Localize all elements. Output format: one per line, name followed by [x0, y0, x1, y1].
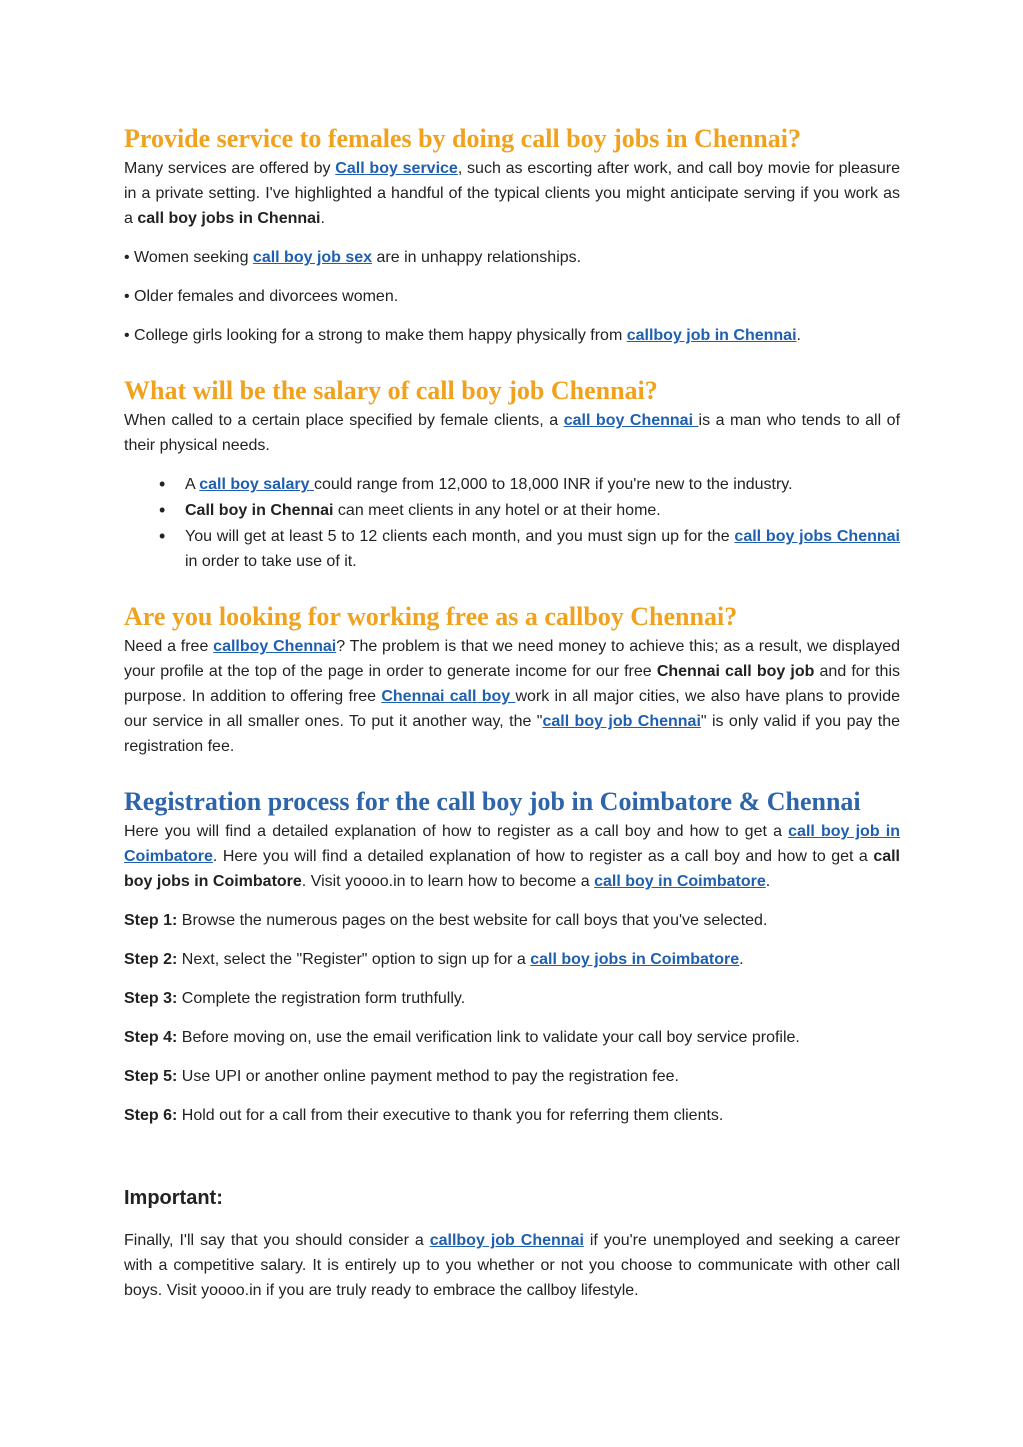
step-1: [124, 908, 900, 933]
bullet-item: [124, 245, 900, 270]
section-heading-important: Important:: [124, 1187, 223, 1209]
text: Here you will find a detailed explanation of how to register as a call boy and how to get a: [124, 823, 789, 840]
step-label: Step 2:: [124, 951, 178, 968]
text: is a man who tends to all of their physical needs.: [124, 412, 901, 454]
step-4: [124, 1025, 900, 1050]
section-heading-services: Provide service to females by doing call boy jobs in Chennai?: [124, 124, 801, 153]
text: You will get at least 5 to 12 clients each month, and you must sign up for the: [185, 528, 735, 545]
paragraph-registration: [124, 819, 900, 894]
link-call-boy-jobs-chennai[interactable]: call boy jobs Chennai: [734, 528, 900, 545]
step-3: [124, 986, 900, 1011]
bold-text: call boy jobs in Chennai: [137, 210, 321, 227]
bold-text: Chennai call boy job: [656, 663, 815, 680]
text: in order to take use of it.: [185, 553, 357, 570]
link-call-boy-salary[interactable]: call boy salary: [199, 476, 314, 493]
section-heading-free-work: Are you looking for working free as a callboy Chennai?: [124, 602, 738, 631]
section-heading-salary: What will be the salary of call boy job Chennai?: [124, 376, 658, 405]
text: " is only valid if you pay the registration fee.: [124, 713, 901, 755]
link-callboy-job-in-chennai[interactable]: callboy job in Chennai: [626, 327, 797, 344]
step-label: Step 1:: [124, 912, 178, 929]
step-label: Step 4:: [124, 1029, 178, 1046]
text: can meet clients in any hotel or at their home.: [333, 502, 661, 519]
text: Next, select the "Register" option to sign up for a: [177, 951, 531, 968]
link-chennai-call-boy[interactable]: Chennai call boy: [381, 688, 516, 705]
text: Hold out for a call from their executive to thank you for referring them clients.: [177, 1107, 724, 1124]
text: .: [765, 873, 771, 890]
bold-text: call boy jobs in Coimbatore: [124, 848, 900, 890]
section-heading-registration: Registration process for the call boy job in Coimbatore & Chennai: [124, 787, 861, 816]
paragraph-important: [124, 1228, 900, 1303]
bullet-item: • Older females and divorcees women.: [124, 288, 399, 305]
step-label: Step 6:: [124, 1107, 178, 1124]
text: ? The problem is that we need money to achieve this; as a result, we displayed your profile at the top of the page in order to generate income for our free: [124, 638, 901, 680]
paragraph-services: [124, 156, 900, 231]
text: When called to a certain place specified by female clients, a: [124, 412, 564, 429]
paragraph-free-work: [124, 634, 900, 759]
step-label: Step 5:: [124, 1068, 178, 1085]
link-call-boy-job-chennai[interactable]: call boy job Chennai: [542, 713, 701, 730]
text: Use UPI or another online payment method to pay the registration fee.: [177, 1068, 679, 1085]
link-call-boy-job-in-coimbatore[interactable]: call boy job in Coimbatore: [124, 823, 900, 865]
text: and for this purpose. In addition to offering free: [124, 663, 901, 705]
link-callboy-job-chennai[interactable]: callboy job Chennai: [429, 1232, 584, 1249]
link-call-boy-job-sex[interactable]: call boy job sex: [252, 249, 373, 266]
text: , such as escorting after work, and call boy movie for pleasure in a private setting. I've highlighted a handful of the typical clients you might anticipate serving if you work as a: [124, 160, 901, 227]
document-page: [124, 122, 900, 1303]
text: Browse the numerous pages on the best website for call boys that you've selected.: [177, 912, 768, 929]
link-call-boy-jobs-in-coimbatore[interactable]: call boy jobs in Coimbatore: [530, 951, 740, 968]
list-item: [185, 524, 900, 574]
text: Need a free: [124, 638, 214, 655]
text: if you're unemployed and seeking a career with a competitive salary. It is entirely up to you whether or not you choose to communicate with other call boys. Visit yoooo.in if you are truly ready to embrace the callboy lifestyle.: [124, 1232, 900, 1299]
salary-list: [124, 472, 900, 574]
text: A: [185, 476, 200, 493]
text: .: [320, 210, 325, 227]
list-item: [185, 472, 900, 497]
bullet-item: [124, 323, 900, 348]
text: • College girls looking for a strong to make them happy physically from: [124, 327, 627, 344]
text: Complete the registration form truthfully.: [177, 990, 466, 1007]
link-callboy-chennai[interactable]: callboy Chennai: [213, 638, 337, 655]
step-label: Step 3:: [124, 990, 178, 1007]
text: Many services are offered by: [124, 160, 336, 177]
link-call-boy-in-coimbatore[interactable]: call boy in Coimbatore: [594, 873, 766, 890]
text: are in unhappy relationships.: [372, 249, 582, 266]
paragraph-salary: [124, 408, 900, 458]
link-call-boy-service[interactable]: Call boy service: [335, 160, 458, 177]
list-item: [185, 498, 900, 523]
step-2: [124, 947, 900, 972]
text: . Here you will find a detailed explanation of how to register as a call boy and how to get a: [212, 848, 874, 865]
text: work in all major cities, we also have plans to provide our service in all smaller ones. To put it another way, the ": [124, 688, 900, 730]
link-call-boy-chennai[interactable]: call boy Chennai: [563, 412, 699, 429]
text: Before moving on, use the email verification link to validate your call boy service profile.: [177, 1029, 800, 1046]
text: . Visit yoooo.in to learn how to become a: [301, 873, 595, 890]
text: Finally, I'll say that you should consider a: [124, 1232, 430, 1249]
text: .: [739, 951, 744, 968]
text: • Women seeking: [124, 249, 253, 266]
text: .: [796, 327, 801, 344]
text: could range from 12,000 to 18,000 INR if you're new to the industry.: [313, 476, 793, 493]
step-6: [124, 1103, 900, 1128]
bold-text: Call boy in Chennai: [185, 502, 334, 519]
step-5: [124, 1064, 900, 1089]
